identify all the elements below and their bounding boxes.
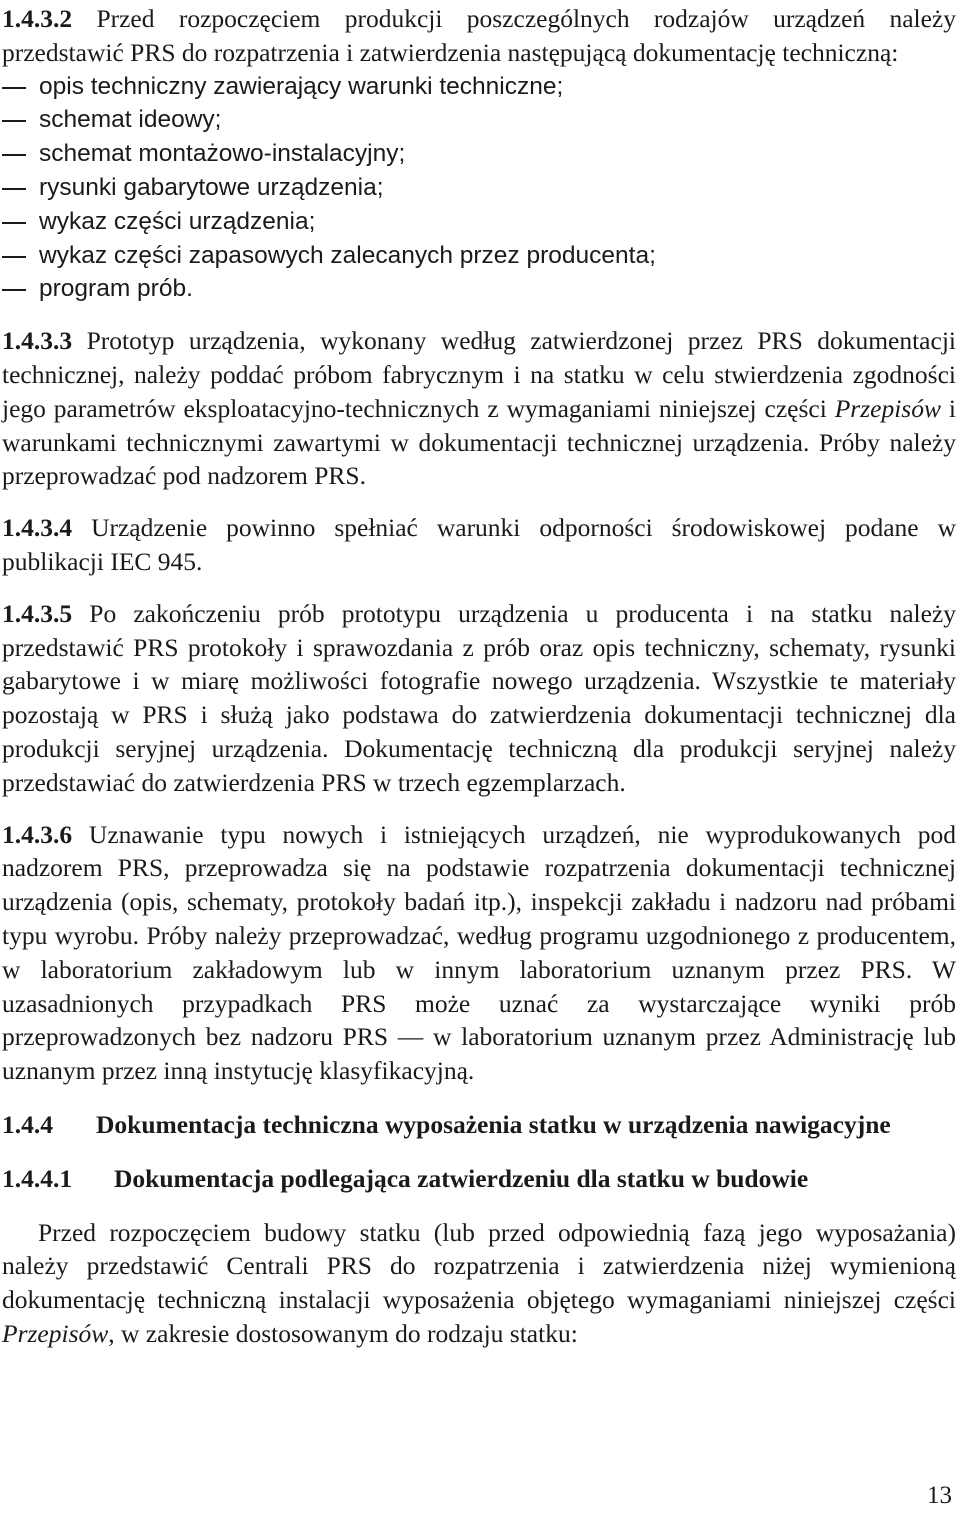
documentation-list: [2, 70, 956, 307]
section-number: 1.4.3.6: [2, 819, 73, 849]
paragraph-text: Prototyp urządzenia, wykonany według zatwierdzonej przez PRS dokumentacji technicznej, należy poddać próbom fabrycznym i na statku w celu stwierdzenia zgodności jego parametrów eksploatacyjno-technicznych z wymaganiami niniejszej części: [2, 326, 956, 423]
paragraph-1-4-3-5: [2, 597, 956, 800]
list-item: opis techniczny zawierający warunki techniczne;: [2, 70, 956, 104]
heading-number: 1.4.4.1: [2, 1163, 73, 1193]
heading-number: 1.4.4: [2, 1109, 53, 1139]
paragraph-text: , w zakresie dostosowanym do rodzaju statku:: [108, 1318, 578, 1348]
paragraph-1-4-3-4: [2, 511, 956, 579]
paragraph-intro: [2, 1216, 956, 1351]
list-item: wykaz części zapasowych zalecanych przez producenta;: [2, 239, 956, 273]
paragraph-1-4-3-6: [2, 818, 956, 1088]
paragraph-1-4-3-3: [2, 324, 956, 493]
list-item: rysunki gabarytowe urządzenia;: [2, 171, 956, 205]
heading-title: Dokumentacja podlegająca zatwierdzeniu dla statku w budowie: [114, 1163, 809, 1193]
heading-title: Dokumentacja techniczna wyposażenia statku w urządzenia nawigacyjne: [96, 1109, 891, 1139]
section-number: 1.4.3.4: [2, 513, 73, 543]
heading-1-4-4-1: [2, 1162, 956, 1196]
paragraph-text: Uznawanie typu nowych i istniejących urządzeń, nie wyprodukowanych pod nadzorem PRS, przeprowadza się na podstawie rozpatrzenia dokumentacji technicznej urządzenia (opis, schematy, protokoły badań itp.), inspekcji zakładu i nadzoru nad próbami typu wyrobu. Próby należy przeprowadzać, według programu uzgodnionego z producentem, w laboratorium zakładowym lub w innym laboratorium uznanym przez PRS. W uzasadnionych przypadkach PRS może uznać za wystarczające wyniki prób przeprowadzonych bez nadzoru PRS — w laboratorium uznanym przez Administrację lub uznanym przez inną instytucję klasyfikacyjną.: [2, 819, 956, 1086]
paragraph-text: Przed rozpoczęciem budowy statku (lub przed odpowiednią fazą jego wyposażania) należy przedstawić Centrali PRS do rozpatrzenia i zatwierdzenia niżej wymienioną dokumentację techniczną instalacji wyposażenia objętego wymaganiami niniejszej części: [2, 1217, 956, 1315]
italic-term: Przepisów: [2, 1318, 109, 1348]
list-item: wykaz części urządzenia;: [2, 205, 956, 239]
section-number: 1.4.3.3: [2, 326, 73, 356]
paragraph-text: Przed rozpoczęciem produkcji poszczególnych rodzajów urządzeń należy przedstawić PRS do rozpatrzenia i zatwierdzenia następującą dokumentację techniczną:: [2, 4, 956, 67]
list-item: schemat montażowo-instalacyjny;: [2, 137, 956, 171]
document-page: [2, 2, 956, 1351]
list-item: schemat ideowy;: [2, 103, 956, 137]
paragraph-text: i warunkami technicznymi zawartymi w dokumentacji technicznej urządzenia. Próby należy przeprowadzać pod nadzorem PRS.: [2, 393, 956, 491]
heading-1-4-4: [2, 1108, 956, 1142]
page-number: 13: [927, 1482, 952, 1509]
section-number: 1.4.3.5: [2, 598, 73, 628]
italic-term: Przepisów: [834, 393, 941, 423]
paragraph-text: Po zakończeniu prób prototypu urządzenia u producenta i na statku należy przedstawić PRS protokoły i sprawozdania z prób oraz opis techniczny, schematy, rysunki gabarytowe i w miarę możliwości fotografie nowego urządzenia. Wszystkie te materiały pozostają w PRS i służą jako podstawa do zatwierdzenia dokumentacji technicznej dla produkcji seryjnej urządzenia. Dokumentację techniczną dla produkcji seryjnej należy przedstawiać do zatwierdzenia PRS w trzech egzemplarzach.: [2, 598, 956, 797]
paragraph-1-4-3-2: [2, 2, 956, 70]
paragraph-text: Urządzenie powinno spełniać warunki odporności środowiskowej podane w publikacji IEC 945.: [2, 513, 956, 576]
list-item: program prób.: [2, 272, 956, 306]
section-number: 1.4.3.2: [2, 4, 73, 33]
